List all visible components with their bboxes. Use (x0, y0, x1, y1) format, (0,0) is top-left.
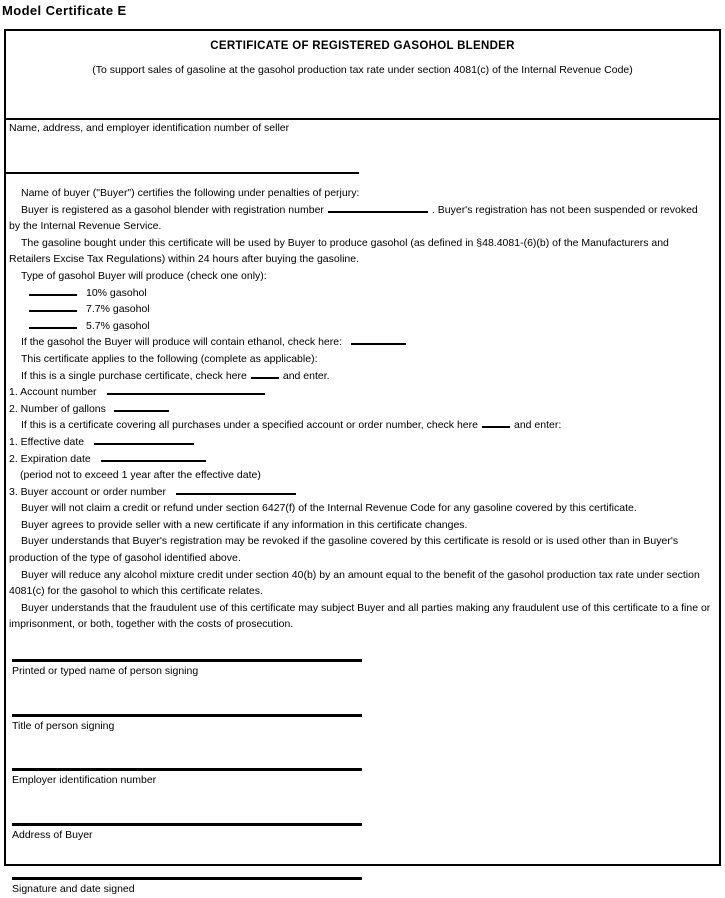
signature-date-line[interactable] (12, 877, 362, 880)
covering-check-blank[interactable] (482, 417, 510, 428)
registration-text-after: . Buyer's registration has not been suspended or revoked by the Internal Revenue Service. (9, 203, 698, 233)
expiration-date-item (9, 451, 711, 468)
gasohol-option-blank-57[interactable] (29, 318, 77, 329)
title-label: Title of person signing (12, 719, 115, 732)
printed-name-label: Printed or typed name of person signing (12, 665, 199, 678)
single-purchase-line (9, 368, 711, 385)
ethanol-line-text: If the gasohol the Buyer will produce will contain ethanol, check here: (21, 336, 343, 349)
signature-group-title (12, 714, 711, 735)
signature-group-ein (12, 768, 711, 789)
effective-date-label: 1. Effective date (9, 435, 85, 448)
ein-label: Employer identification number (12, 774, 157, 787)
registration-text-before: Buyer is registered as a gasohol blender with registration number (21, 203, 324, 216)
single-purchase-text-before: If this is a single purchase certificate, check here (21, 369, 247, 382)
buyer-account-item (9, 484, 711, 501)
period-note: (period not to exceed 1 year after the effective date) (20, 469, 261, 482)
gasohol-option-label-77: 7.7% gasohol (86, 303, 150, 316)
account-number-item (9, 384, 711, 401)
gasohol-option-blank-10[interactable] (29, 285, 77, 296)
applies-line: This certificate applies to the following (complete as applicable): (21, 352, 318, 365)
signature-group-name (12, 659, 711, 680)
gasohol-option-label-10: 10% gasohol (86, 286, 147, 299)
gallons-item (9, 401, 711, 418)
credit-reduction-paragraph: Buyer will reduce any alcohol mixture credit under section 40(b) by an amount equal to the benefit of the gasohol production tax rate under section 4081(c) for the gasohol to which this certificate relates. (9, 568, 700, 598)
registration-number-blank[interactable] (328, 202, 428, 213)
gasohol-option-row-10 (9, 285, 711, 302)
perjury-statement: Name of buyer ("Buyer") certifies the following under penalties of perjury: (21, 187, 360, 199)
covering-purchases-line (9, 417, 711, 434)
ein-line[interactable] (12, 768, 362, 771)
gasohol-option-blank-77[interactable] (29, 301, 77, 312)
certificate-box (4, 29, 721, 896)
certificate-body (6, 174, 719, 898)
gallons-label: 2. Number of gallons (9, 402, 106, 415)
single-purchase-text-after: and enter. (282, 369, 330, 382)
revocation-paragraph: Buyer understands that Buyer's registration may be revoked if the gasoline covered by this certificate is resold or is used other than in Buyer's production of the type of gasohol identified above. (9, 535, 679, 565)
buyer-account-label: 3. Buyer account or order number (9, 485, 166, 498)
certificate-title: CERTIFICATE OF REGISTERED GASOHOL BLENDER (210, 40, 515, 52)
printed-name-line[interactable] (12, 659, 362, 662)
no-claim-paragraph: Buyer will not claim a credit or refund under section 6427(f) of the Internal Revenue Code for any gasoline covered by this certificate. (21, 502, 637, 515)
covering-text-after: and enter: (514, 419, 562, 432)
new-certificate-paragraph: Buyer agrees to provide seller with a new certificate if any information in this certificate changes. (21, 518, 468, 531)
gasoline-use-paragraph: The gasoline bought under this certificate will be used by Buyer to produce gasohol (as defined in §48.4081-(6)(b) of the Manufacturers and Retailers Excise Tax Regulations) within 24 hours after buying the gasoline. (9, 236, 669, 266)
effective-date-item (9, 434, 711, 451)
certificate-subtitle: (To support sales of gasoline at the gasohol production tax rate under section 4081(c) of the Internal Revenue Code) (92, 64, 633, 76)
fraud-warning-paragraph: Buyer understands that the fraudulent use of this certificate may subject Buyer and all parties making any fraudulent use of this certificate to a fine or imprisonment, or both, together with the costs of prosecution. (9, 601, 711, 631)
account-number-blank[interactable] (107, 384, 265, 395)
registration-paragraph (9, 202, 711, 235)
address-label: Address of Buyer (12, 828, 93, 841)
ethanol-check-blank[interactable] (351, 334, 406, 345)
model-certificate-label: Model Certificate E (2, 3, 127, 18)
title-line[interactable] (12, 714, 362, 717)
single-purchase-check-blank[interactable] (251, 368, 279, 379)
gallons-blank[interactable] (114, 401, 169, 412)
expiration-date-label: 2. Expiration date (9, 452, 91, 465)
seller-info-label: Name, address, and employer identification number of seller (9, 122, 290, 134)
expiration-date-blank[interactable] (101, 451, 206, 462)
buyer-account-blank[interactable] (176, 484, 296, 495)
gasohol-type-heading: Type of gasohol Buyer will produce (check one only): (21, 269, 267, 282)
signature-group-address (12, 823, 711, 844)
gasohol-option-row-57 (9, 318, 711, 335)
signature-date-label: Signature and date signed (12, 883, 135, 896)
signature-group-signature (12, 877, 711, 898)
covering-text-before: If this is a certificate covering all purchases under a specified account or order number, check here (21, 419, 478, 432)
effective-date-blank[interactable] (94, 434, 194, 445)
account-number-label: 1. Account number (9, 386, 97, 399)
gasohol-option-row-77 (9, 301, 711, 318)
address-line[interactable] (12, 823, 362, 826)
gasohol-option-label-57: 5.7% gasohol (86, 319, 150, 332)
ethanol-line (9, 334, 711, 351)
signature-section (9, 659, 711, 898)
